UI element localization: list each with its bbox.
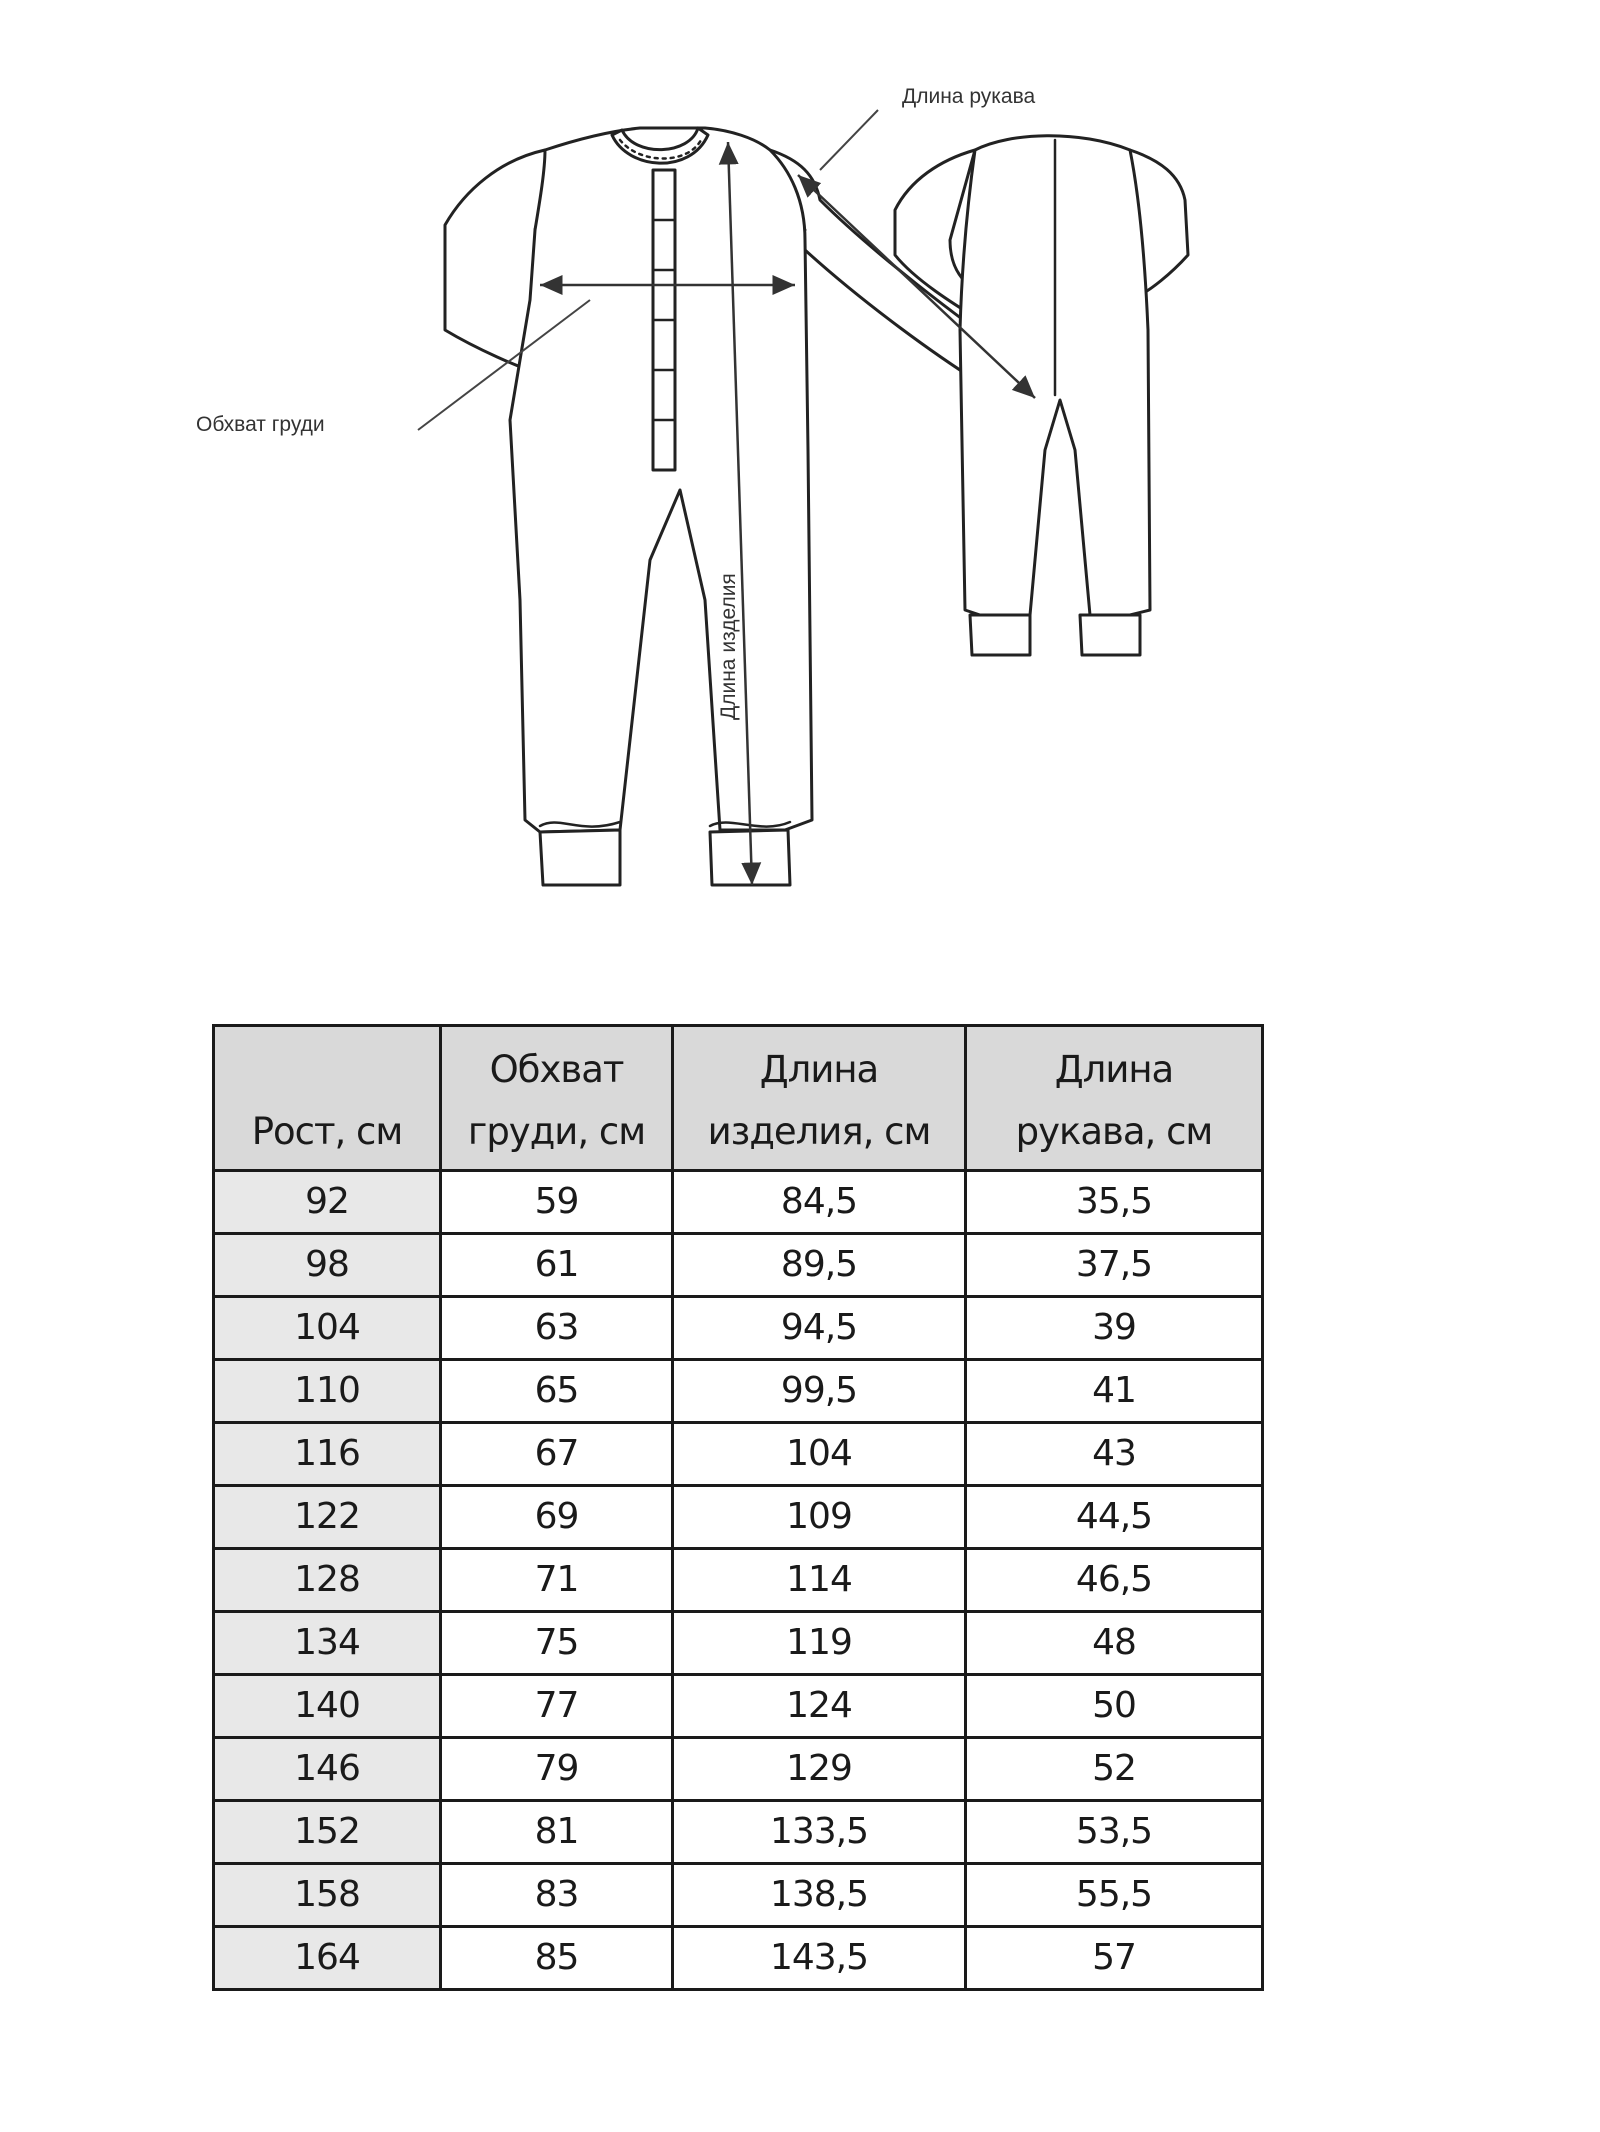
size-chart-table — [212, 1024, 1264, 1991]
chest-girth-label: Обхват груди — [196, 413, 325, 436]
header-garment-length: Длина изделия, см — [673, 1026, 966, 1171]
cell-sleeve-length: 44,5 — [966, 1486, 1263, 1549]
cell-garment-length: 133,5 — [673, 1801, 966, 1864]
cell-garment-length: 138,5 — [673, 1864, 966, 1927]
cell-garment-length: 89,5 — [673, 1234, 966, 1297]
cell-sleeve-length: 41 — [966, 1360, 1263, 1423]
cell-chest-girth: 81 — [441, 1801, 673, 1864]
cell-height: 134 — [214, 1612, 441, 1675]
table-row — [214, 1738, 1263, 1801]
table-row — [214, 1549, 1263, 1612]
cell-height: 152 — [214, 1801, 441, 1864]
cell-height: 128 — [214, 1549, 441, 1612]
table-row — [214, 1927, 1263, 1990]
garment-diagram — [0, 0, 1600, 900]
header-sleeve-length: Длина рукава, см — [966, 1026, 1263, 1171]
table-row — [214, 1360, 1263, 1423]
cell-chest-girth: 61 — [441, 1234, 673, 1297]
cell-sleeve-length: 48 — [966, 1612, 1263, 1675]
cell-height: 92 — [214, 1171, 441, 1234]
cell-chest-girth: 65 — [441, 1360, 673, 1423]
cell-height: 158 — [214, 1864, 441, 1927]
cell-sleeve-length: 53,5 — [966, 1801, 1263, 1864]
cell-garment-length: 124 — [673, 1675, 966, 1738]
cell-sleeve-length: 35,5 — [966, 1171, 1263, 1234]
cell-garment-length: 84,5 — [673, 1171, 966, 1234]
cell-chest-girth: 79 — [441, 1738, 673, 1801]
garment-length-label: Длина изделия — [717, 573, 740, 720]
cell-sleeve-length: 55,5 — [966, 1864, 1263, 1927]
cell-chest-girth: 71 — [441, 1549, 673, 1612]
cell-sleeve-length: 50 — [966, 1675, 1263, 1738]
back-right-leg-cuff — [1080, 615, 1140, 655]
cell-garment-length: 114 — [673, 1549, 966, 1612]
cell-sleeve-length: 46,5 — [966, 1549, 1263, 1612]
cell-sleeve-length: 39 — [966, 1297, 1263, 1360]
cell-chest-girth: 77 — [441, 1675, 673, 1738]
cell-sleeve-length: 37,5 — [966, 1234, 1263, 1297]
table-row — [214, 1486, 1263, 1549]
cell-height: 116 — [214, 1423, 441, 1486]
table-row — [214, 1171, 1263, 1234]
cell-sleeve-length: 57 — [966, 1927, 1263, 1990]
cell-chest-girth: 85 — [441, 1927, 673, 1990]
table-row — [214, 1675, 1263, 1738]
cell-garment-length: 119 — [673, 1612, 966, 1675]
cell-chest-girth: 67 — [441, 1423, 673, 1486]
header-chest-girth: Обхват груди, см — [441, 1026, 673, 1171]
cell-chest-girth: 59 — [441, 1171, 673, 1234]
cell-garment-length: 94,5 — [673, 1297, 966, 1360]
cell-height: 104 — [214, 1297, 441, 1360]
cell-chest-girth: 63 — [441, 1297, 673, 1360]
cell-height: 98 — [214, 1234, 441, 1297]
cell-garment-length: 143,5 — [673, 1927, 966, 1990]
sleeve-length-label: Длина рукава — [902, 85, 1036, 108]
cell-height: 122 — [214, 1486, 441, 1549]
table-row — [214, 1234, 1263, 1297]
cell-garment-length: 104 — [673, 1423, 966, 1486]
cell-sleeve-length: 52 — [966, 1738, 1263, 1801]
cell-chest-girth: 83 — [441, 1864, 673, 1927]
cell-height: 110 — [214, 1360, 441, 1423]
cell-garment-length: 109 — [673, 1486, 966, 1549]
cell-sleeve-length: 43 — [966, 1423, 1263, 1486]
front-left-leg-cuff — [540, 830, 620, 885]
table-body — [214, 1171, 1263, 1990]
header-height: Рост, см — [214, 1026, 441, 1171]
sleeve-label-leader — [820, 110, 878, 170]
back-left-leg-cuff — [970, 615, 1030, 655]
back-view-drawing — [895, 136, 1188, 655]
cell-height: 146 — [214, 1738, 441, 1801]
table-row — [214, 1297, 1263, 1360]
table-header-row — [214, 1026, 1263, 1171]
table-row — [214, 1423, 1263, 1486]
cell-chest-girth: 75 — [441, 1612, 673, 1675]
table-row — [214, 1801, 1263, 1864]
table-row — [214, 1612, 1263, 1675]
cell-height: 140 — [214, 1675, 441, 1738]
cell-garment-length: 129 — [673, 1738, 966, 1801]
table-row — [214, 1864, 1263, 1927]
cell-garment-length: 99,5 — [673, 1360, 966, 1423]
cell-chest-girth: 69 — [441, 1486, 673, 1549]
cell-height: 164 — [214, 1927, 441, 1990]
